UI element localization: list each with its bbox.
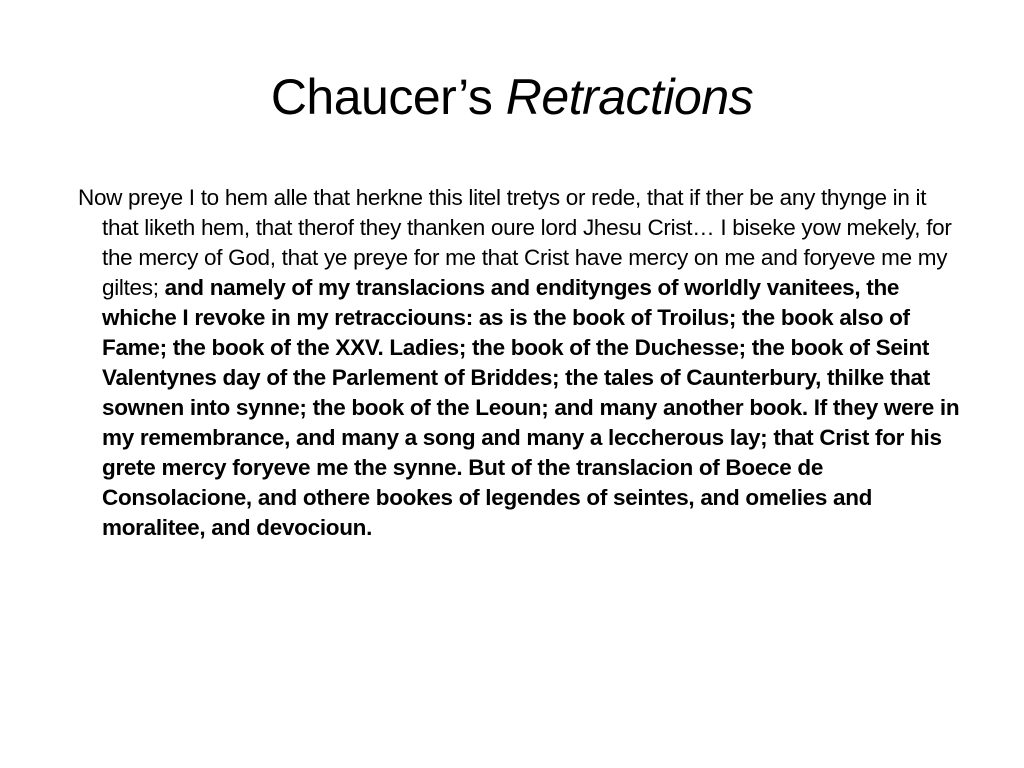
slide-title bbox=[0, 58, 1024, 136]
body-plain-text: Now preye I to hem alle that herkne this litel tretys or rede, that if ther be any thynge in it that liketh hem, that therof they thanken oure lord Jhesu Crist… I biseke yow mekely, for the mercy of God, that ye preye for me that Crist have mercy on me and foryeve me my giltes; bbox=[78, 185, 952, 300]
body-paragraph bbox=[78, 183, 968, 543]
title-plain: Chaucer’s bbox=[270, 69, 506, 125]
body-bold-text: and namely of my translacions and enditynges of worldly vanitees, the whiche I revoke in my retraccioun​s: as is the book of Troilus; the book also of Fame; the book of the XXV. Ladies; the book of the Duchesse; the book of Seint Valentynes day of the Parlement of Briddes; the tales of Caunterbury, thilke that sownen into synne; the book of the Leoun; and many another book. If they were in my remembrance, and many a song and many a leccherous lay; that Crist for his grete mercy foryeve me the synne. But of the translacion of Boece de Consolacione, and othere bookes of legendes of seintes, and omelies and moralitee, and devocioun. bbox=[102, 275, 960, 540]
title-italic: Retractions bbox=[505, 69, 754, 125]
